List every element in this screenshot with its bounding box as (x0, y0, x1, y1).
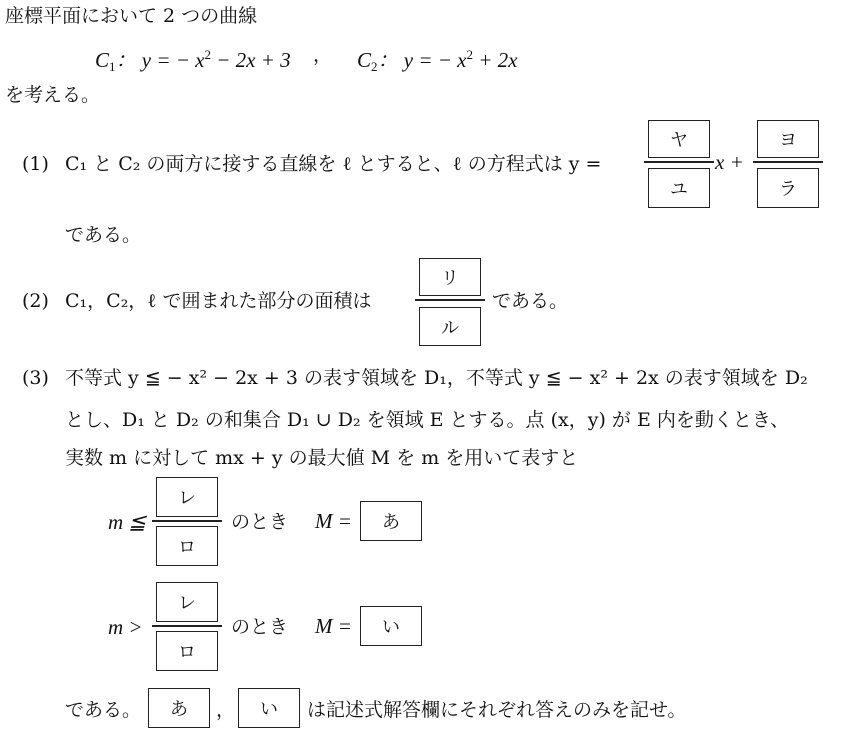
fraction-bar (415, 299, 485, 301)
c1-label: C (95, 48, 110, 72)
answer-box-a-ref[interactable]: あ (148, 688, 210, 728)
fraction-bar (644, 161, 714, 163)
q3-line-1: 不等式 y ≦ − x² − 2x + 3 の表す領域を D₁，不等式 y ≦ − x² + 2x の表す領域を D₂ (65, 367, 808, 389)
c1-sq: 2 (204, 47, 211, 62)
q2-text: C₁，C₂，ℓ で囲まれた部分の面積は (65, 290, 372, 312)
q3-number: (3) (22, 367, 49, 389)
curve-c1-equation (95, 43, 291, 79)
q3-line-2: とし、D₁ と D₂ の和集合 D₁ ∪ D₂ を領域 E とする。点 (x，y) が E 内を動くとき、 (65, 409, 790, 431)
answer-box-yu[interactable]: ユ (648, 168, 710, 208)
answer-box-ri[interactable]: リ (419, 258, 481, 296)
case1-condition: m ≦ (108, 510, 147, 534)
q1-tail: である。 (65, 224, 142, 246)
fraction-bar (152, 520, 222, 522)
final-post: は記述式解答欄にそれぞれ答えのみを記せ。 (307, 699, 687, 721)
answer-box-ra[interactable]: ラ (757, 168, 819, 208)
q3-line-3: 実数 m に対して mx + y の最大値 M を m を用いて表すと (65, 447, 579, 469)
case1-m-eq: M = (315, 509, 352, 533)
case2-condition: m > (108, 615, 143, 639)
case2-m-eq: M = (315, 614, 352, 638)
c2-rest: + 2x (473, 48, 518, 72)
q1-mid: x + (715, 150, 744, 174)
intro-line-3: を考える。 (5, 84, 101, 106)
answer-box-i[interactable]: い (360, 606, 422, 646)
q2-number: (2) (22, 290, 49, 312)
fraction-bar (753, 161, 823, 163)
case2-when: のとき (231, 616, 289, 638)
answer-box-ro[interactable]: ロ (156, 526, 218, 566)
answer-box-re[interactable]: レ (156, 582, 218, 622)
final-pre: である。 (65, 699, 142, 721)
answer-box-ro[interactable]: ロ (156, 631, 218, 671)
answer-box-i-ref[interactable]: い (238, 688, 300, 728)
c2-label: C (357, 48, 372, 72)
c1-rest: − 2x + 3 (211, 48, 291, 72)
c2-eq: ： y = − x (377, 48, 467, 72)
case1-when: のとき (231, 511, 289, 533)
separator-comma: ， (313, 44, 333, 66)
fraction-bar (152, 625, 222, 627)
answer-box-yo[interactable]: ヨ (757, 120, 819, 158)
q2-tail: である。 (492, 290, 569, 312)
q1-number: (1) (22, 153, 49, 175)
answer-box-ru[interactable]: ル (419, 307, 481, 346)
answer-box-ya[interactable]: ヤ (648, 120, 710, 158)
c2-sub: 2 (371, 59, 378, 74)
c2-sq: 2 (466, 47, 473, 62)
c1-sub: 1 (109, 59, 116, 74)
q1-text: C₁ と C₂ の両方に接する直線を ℓ とすると、ℓ の方程式は y = (65, 153, 602, 175)
answer-box-re[interactable]: レ (156, 477, 218, 517)
c1-eq: ： y = − x (115, 48, 205, 72)
final-comma: ， (216, 699, 236, 721)
answer-box-a[interactable]: あ (360, 501, 422, 541)
intro-line: 座標平面において 2 つの曲線 (5, 5, 258, 27)
curve-c2-equation (357, 43, 518, 79)
